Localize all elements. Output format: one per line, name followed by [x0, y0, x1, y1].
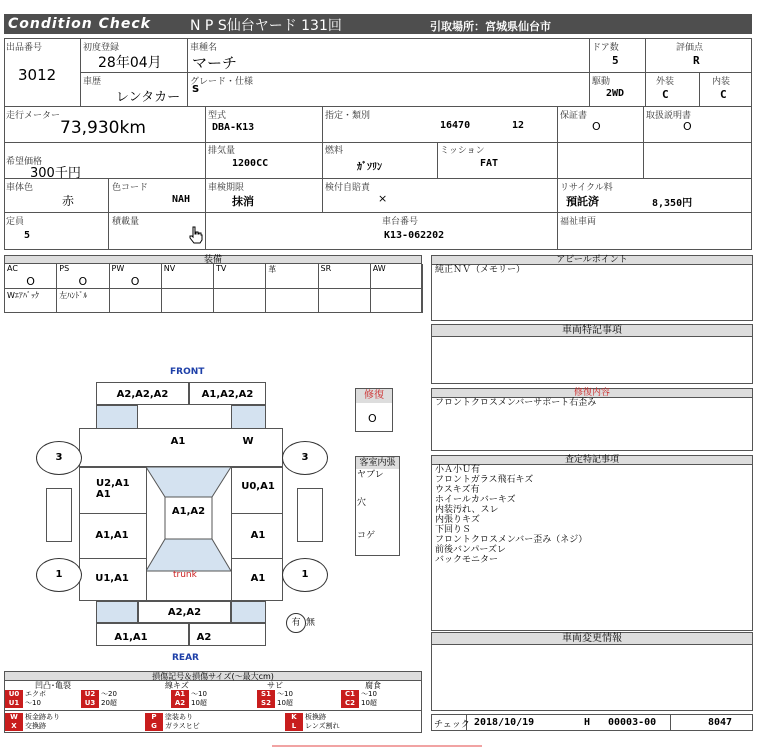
legend-group: サビ [267, 681, 283, 690]
eval-item: フロントガラス飛石キズ [435, 475, 534, 485]
legend-desc: レンズ割れ [305, 722, 340, 730]
legend-code: G [145, 722, 163, 731]
legend-desc: 10超 [277, 699, 293, 707]
legend-desc: 〜10 [191, 690, 207, 698]
equipment-title: 装備 [4, 255, 422, 264]
pickup-location: 引取場所：宮城県仙台市 [430, 20, 551, 33]
equipment-cell [5, 264, 57, 289]
model-label: 型式 [208, 111, 227, 121]
body-color: 赤 [62, 194, 75, 208]
left-rear-damage: U1,A1 [95, 573, 129, 584]
legend-code: S1 [257, 690, 275, 699]
headlight-left [96, 405, 138, 429]
insurance: × [378, 192, 388, 205]
legend-code: K [285, 713, 303, 722]
notes-title: 車両特記事項 [431, 324, 753, 337]
hood-right-damage: W [242, 436, 254, 447]
recycle-fee: 8,350円 [652, 198, 693, 209]
spare-tire-icon [286, 611, 326, 635]
equipment-cell [214, 289, 266, 313]
equipment-key: AC [7, 264, 18, 273]
appeal-title: アピールポイント [431, 255, 753, 265]
equipment-cell [319, 264, 371, 289]
eval-item: バックモニター [435, 555, 499, 565]
equipment-cell [110, 264, 162, 289]
color-code: NAH [172, 194, 191, 205]
equipment-cell [214, 264, 266, 289]
price: 300千円 [30, 166, 81, 181]
history-label: 車歴 [83, 77, 102, 87]
equipment-cell [162, 289, 214, 313]
repair-label: 修復 [356, 389, 392, 403]
equipment-value: O [78, 275, 88, 288]
rating: R [693, 54, 700, 67]
panel-hood [79, 428, 283, 467]
change-title: 車両変更情報 [431, 632, 753, 645]
equipment-cell [57, 289, 109, 313]
venue-title: N P S仙台ヤード 131回 [190, 18, 342, 34]
grade-label: グレード・仕様 [190, 77, 254, 87]
tire-rear-right: 1 [282, 558, 328, 592]
first-reg-label: 初度登録 [83, 43, 120, 53]
hood-damage: A1 [170, 436, 186, 447]
price-label: 希望価格 [6, 157, 43, 167]
equipment-key: AW [372, 264, 386, 273]
drive-label: 駆動 [592, 77, 611, 87]
eval-list [435, 465, 587, 565]
left-front-damage: U2,A1 A1 [96, 478, 130, 500]
doors: 5 [612, 54, 619, 67]
disp-label: 排気量 [208, 146, 236, 156]
recycle-label: リサイクル料 [560, 183, 613, 193]
equipment-cell [371, 289, 423, 313]
damage-legend [4, 671, 422, 733]
recycle-status: 預託済 [566, 195, 599, 208]
warranty: O [592, 120, 601, 133]
equipment-cell [110, 289, 162, 313]
spec-2: 12 [512, 120, 525, 131]
equipment-key: NV [163, 264, 176, 273]
equipment-cell [266, 289, 318, 313]
mission: FAT [480, 158, 499, 169]
eval-item: ウスキズ有 [435, 485, 480, 495]
windshield-shape [146, 467, 231, 601]
right-mid-damage: A1 [250, 530, 266, 541]
legend-desc: 板換跡 [305, 713, 326, 721]
interior-item-2: 穴 [357, 498, 367, 508]
first-reg: 28年04月 [98, 55, 162, 71]
rear-bumper-left-damage: A1,A1 [114, 632, 148, 643]
legend-code: U3 [81, 699, 99, 708]
color-label: 車体色 [6, 183, 34, 193]
spare-tire-mark-icon: 有 [286, 613, 306, 633]
int-label: 内装 [712, 77, 731, 87]
rear-bumper-right-damage: A2 [196, 632, 212, 643]
legend-code: A2 [171, 699, 189, 708]
appeal-text: 純正ＮＶ（メモリー） [435, 265, 526, 275]
manual: O [683, 120, 692, 133]
interior-label: 客室内張 [356, 457, 399, 469]
capacity: 5 [24, 230, 31, 241]
eval-item: 下回りＳ [435, 525, 472, 535]
legend-desc: 〜20 [101, 690, 117, 698]
rear-top-damage: A2,A2 [167, 607, 202, 618]
equipment-value: O [130, 275, 140, 288]
legend-desc: 交換跡 [25, 722, 46, 730]
legend-desc: 板金跡あり [25, 713, 60, 721]
manual-label: 取扱説明書 [646, 111, 692, 121]
eval-item: 前後バンパーズレ [435, 545, 506, 555]
legend-desc: 10超 [361, 699, 377, 707]
odometer: 73,930km [60, 118, 146, 138]
eval-item: フロントクロスメンバー歪み（ネジ） [435, 535, 588, 545]
legend-desc: ガラスヒビ [165, 722, 200, 730]
chassis-label: 車台番号 [382, 217, 419, 227]
spec-1: 16470 [440, 120, 471, 131]
load-label: 積載量 [112, 217, 140, 227]
legend-code: L [285, 722, 303, 731]
equipment-cell [266, 264, 318, 289]
equipment-key: 左ﾊﾝﾄﾞﾙ [59, 291, 88, 300]
capacity-label: 定員 [6, 217, 25, 227]
trunk-label: trunk [173, 570, 197, 580]
equipment-cell [57, 264, 109, 289]
mission-label: ミッション [440, 146, 485, 156]
legend-desc: 20超 [101, 699, 117, 707]
notes-box [431, 336, 753, 384]
equipment-cell [5, 289, 57, 313]
chassis-number: K13-062202 [384, 230, 445, 241]
legend-group: 腐食 [365, 681, 381, 690]
legend-code: U2 [81, 690, 99, 699]
legend-code: C1 [341, 690, 359, 699]
check-label: チェック [434, 720, 470, 730]
legend-code: X [5, 722, 23, 731]
front-bumper-left-damage: A2,A2,A2 [116, 389, 169, 400]
grade: S [192, 84, 200, 95]
legend-desc: 〜10 [361, 690, 377, 698]
check-number: 00003-00 [608, 717, 657, 728]
taillight-left [96, 601, 138, 623]
headlight-right [231, 405, 266, 429]
ext: C [662, 88, 669, 101]
history: レンタカー [116, 90, 181, 105]
front-bumper-right-damage: A1,A2,A2 [201, 389, 254, 400]
legend-code: S2 [257, 699, 275, 708]
interior-item-3: コゲ [357, 531, 376, 541]
legend-code: A1 [171, 690, 189, 699]
legend-desc: 10超 [191, 699, 207, 707]
legend-code: P [145, 713, 163, 722]
equipment-cell [319, 289, 371, 313]
rating-label: 評価点 [676, 43, 704, 53]
tire-rear-left: 1 [36, 558, 82, 592]
drive: 2WD [606, 88, 625, 99]
legend-code: U0 [5, 690, 23, 699]
legend-title: 損傷記号＆損傷サイズ(〜最大cm) [5, 672, 421, 681]
lot-number: 3012 [18, 66, 57, 84]
left-mid-damage: A1,A1 [95, 530, 129, 541]
lot-label: 出品番号 [6, 43, 43, 53]
repair-value: O [368, 412, 377, 425]
rear-label: REAR [172, 653, 199, 663]
equipment-grid [4, 263, 422, 313]
eval-item: 内張りキズ [435, 515, 480, 525]
taillight-right [231, 601, 266, 623]
bottom-red-line [272, 745, 482, 747]
mirror-left [46, 488, 72, 542]
interior-item-1: ヤブレ [357, 470, 384, 480]
car-name-label: 車種名 [190, 43, 218, 53]
fuel: ｶﾞｿﾘﾝ [357, 162, 382, 173]
equipment-key: SR [320, 264, 332, 273]
inspect-label: 車検期限 [208, 183, 245, 193]
equipment-key: Wｴｱﾊﾞｯｸ [7, 291, 39, 300]
car-name: マーチ [192, 54, 238, 72]
warranty-label: 保証書 [560, 111, 588, 121]
change-box [431, 644, 753, 711]
eval-item: 内装汚れ、スレ [435, 505, 499, 515]
legend-group: 線キズ [165, 681, 189, 690]
legend-code: C2 [341, 699, 359, 708]
legend-group: 凹凸･亀裂 [35, 681, 71, 690]
mirror-right [297, 488, 323, 542]
fuel-label: 燃料 [325, 146, 344, 156]
repair-content-title: 修復内容 [431, 388, 753, 398]
color-code-label: 色コード [112, 183, 149, 193]
roof-damage: A1,A2 [171, 506, 206, 517]
equipment-key: PS [59, 264, 70, 273]
tire-front-left: 3 [36, 441, 82, 475]
int: C [720, 88, 727, 101]
door-label: ドア数 [592, 43, 619, 53]
legend-code: W [5, 713, 23, 722]
brand-title: Condition Check [8, 16, 151, 32]
equipment-key: TV [216, 264, 227, 273]
eval-title: 査定特記事項 [431, 455, 753, 465]
legend-desc: 塗装あり [165, 713, 193, 721]
inspection: 抹消 [232, 195, 254, 208]
legend-desc: 〜10 [277, 690, 293, 698]
equipment-cell [162, 264, 214, 289]
front-label: FRONT [170, 367, 205, 377]
displacement: 1200CC [232, 158, 269, 169]
check-date: 2018/10/19 [474, 717, 535, 728]
check-code: H [584, 717, 591, 728]
legend-code: U1 [5, 699, 23, 708]
eval-item: 小Ａ小Ｕ有 [435, 465, 481, 475]
repair-content-text: フロントクロスメンバーサポート右歪み [435, 398, 597, 408]
insurance-label: 検付自賠責 [325, 183, 371, 193]
equipment-value: O [26, 275, 35, 288]
check-id: 8047 [708, 717, 733, 728]
ext-label: 外装 [656, 77, 675, 87]
tire-front-right: 3 [282, 441, 328, 475]
spare-tire-status: 無 [306, 618, 316, 628]
welfare-label: 福祉車両 [560, 217, 597, 227]
legend-desc: エクボ [25, 690, 46, 698]
equipment-key: 革 [268, 265, 277, 274]
equipment-cell [371, 264, 423, 289]
spec-label: 指定・類別 [325, 111, 371, 121]
right-rear-damage: A1 [250, 573, 266, 584]
eval-item: ホイールカバーキズ [435, 495, 516, 505]
right-front-damage: U0,A1 [241, 481, 275, 492]
hand-cursor-icon [188, 226, 204, 244]
odo-label: 走行メーター [6, 111, 61, 121]
model: DBA-K13 [212, 122, 255, 133]
legend-desc: 〜10 [25, 699, 41, 707]
equipment-key: PW [111, 264, 125, 273]
